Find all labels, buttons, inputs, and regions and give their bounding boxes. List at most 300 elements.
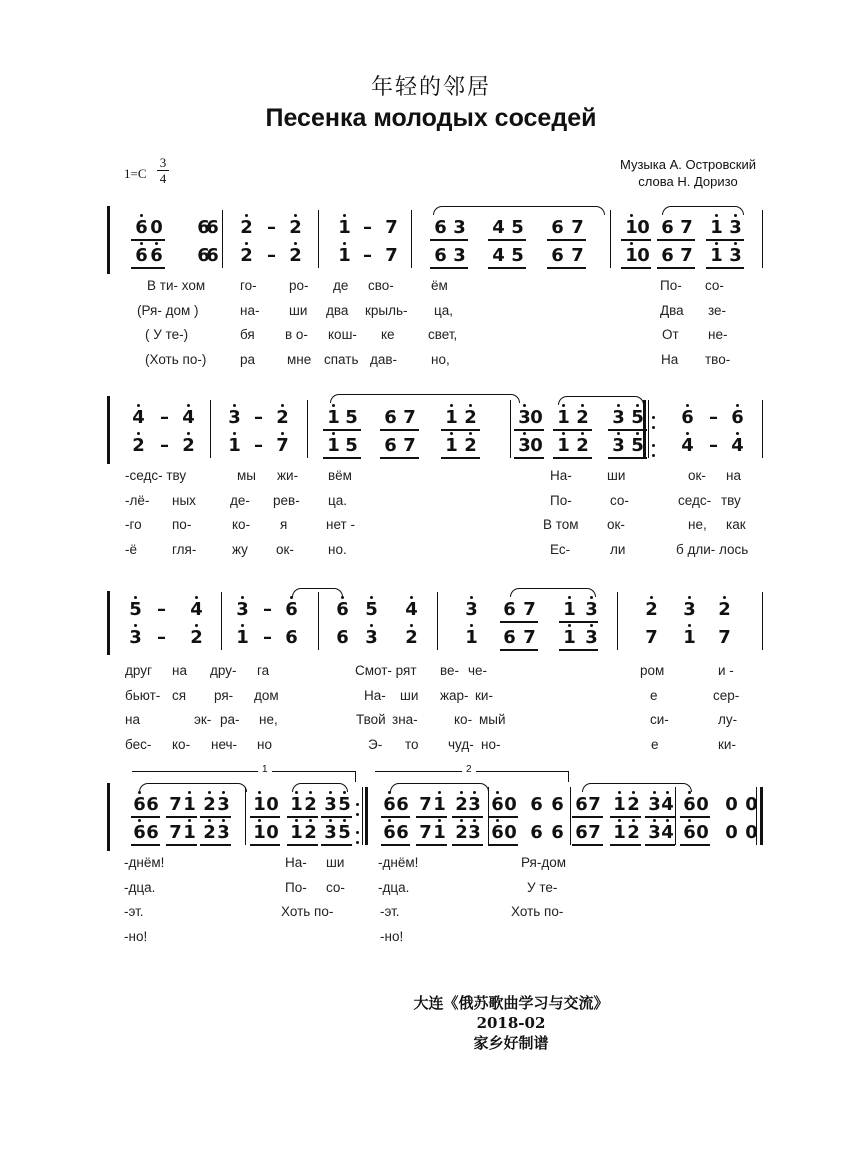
high-octave-dot [469,404,472,407]
eighth-underline [621,267,651,269]
note: 1 [557,436,570,456]
lyric-syllable: ки- [718,736,736,752]
note: 4 [132,408,145,428]
note: 6 [206,217,219,238]
note: 0 [725,822,738,843]
note: 7 [571,217,584,238]
footer-source: 大连《俄苏歌曲学习与交流》 [413,994,609,1012]
note: 1 [183,823,196,843]
repeat-dot [652,454,655,457]
note: 7 [571,245,584,266]
note: 6 [135,246,148,266]
eighth-underline [488,844,518,846]
note: 5 [345,407,358,428]
note: 0 [745,822,758,843]
high-octave-dot [688,596,691,599]
note: 6 [683,795,696,815]
note: 2 [627,823,640,843]
note: 2 [304,823,317,843]
note: 4 [182,408,195,428]
high-octave-dot [245,242,248,245]
high-octave-dot [134,624,137,627]
note: 0 [637,217,650,238]
note: 3 [648,823,661,843]
music-credit: Музыка А. Островский [620,157,756,172]
note: 1 [710,218,723,238]
eighth-underline [488,267,526,269]
note: 2 [289,218,302,238]
note: – [709,407,718,428]
lyric-syllable: бя [240,327,255,342]
eighth-underline [452,844,483,846]
lyric-syllable: ( У те-) [145,327,189,342]
lyric-syllable: ца. [328,492,347,508]
note: 6 [384,407,397,428]
note: 7 [523,599,536,620]
high-octave-dot [630,214,633,217]
note: 2 [464,408,477,428]
note: 2 [464,436,477,456]
note: 1 [290,795,303,815]
note: 6 [146,822,159,843]
note: 3 [228,408,241,428]
note: 7 [276,436,289,456]
eighth-underline [166,816,197,818]
eighth-underline [250,844,280,846]
footer-date: 2018-02 [476,1014,546,1032]
note: 0 [266,822,279,843]
note: 1 [445,408,458,428]
high-octave-dot [343,819,346,822]
note: 1 [613,823,626,843]
lyric-syllable: ок- [276,541,294,557]
note: 2 [718,600,731,620]
note: – [263,599,272,620]
note: 7 [169,794,182,815]
note: 6 [575,822,588,843]
high-octave-dot [688,819,691,822]
eighth-underline [553,429,592,431]
note: 1 [465,628,478,648]
high-octave-dot [281,404,284,407]
lyric-syllable: го- [240,278,257,293]
note: 5 [129,600,142,620]
lyric-syllable: но, [431,351,450,367]
repeat-end-thin [362,787,363,845]
eighth-underline [321,844,352,846]
note: 7 [645,627,658,648]
note: 3 [129,628,142,648]
lyric-syllable: ных [172,492,196,508]
note: 6 [206,245,219,266]
note: 4 [405,600,418,620]
note: 4 [731,436,744,456]
lyric-syllable: но- [481,736,501,752]
lyric-syllable: свет, [428,327,458,342]
high-octave-dot [187,404,190,407]
lyric-syllable: рев- [273,492,300,508]
note: 3 [648,795,661,815]
high-octave-dot [332,404,335,407]
note: 2 [203,823,216,843]
note: 1 [290,823,303,843]
eighth-underline [553,457,592,459]
lyric-syllable: сер- [713,687,740,703]
eighth-underline [680,844,710,846]
note: 3 [217,823,230,843]
volta-bracket [272,771,356,782]
high-octave-dot [195,596,198,599]
eighth-underline [381,844,410,846]
high-octave-dot [715,242,718,245]
note: – [363,217,372,238]
eighth-underline [645,816,675,818]
lyric-syllable: ца, [434,302,453,318]
eighth-underline [131,816,160,818]
note: 1 [183,795,196,815]
lyric-syllable: ве- [440,663,460,678]
note: 6 [133,823,146,843]
note: 6 [197,245,210,266]
eighth-underline [441,429,480,431]
high-octave-dot [140,214,143,217]
system-bracket [107,396,118,464]
high-octave-dot [137,432,140,435]
slur [582,783,692,792]
note: 1 [338,246,351,266]
volta-bracket [476,771,569,782]
note: 6 [285,627,298,648]
note: 6 [551,822,564,843]
lyric-syllable: -седс- тву [125,468,187,483]
high-octave-dot [617,432,620,435]
eighth-underline [323,457,361,459]
high-octave-dot [370,596,373,599]
volta-bracket [132,771,258,782]
note: 2 [645,600,658,620]
slur [558,396,644,405]
lyric-syllable: лу- [718,712,738,727]
lyric-syllable: ром [640,663,665,678]
lyric-syllable: друг [125,663,152,678]
note: 1 [433,795,446,815]
note: 3 [324,795,337,815]
barline [675,787,676,845]
note: 2 [576,436,589,456]
high-octave-dot [329,819,332,822]
note: 6 [491,823,504,843]
lyric-syllable: мый [479,712,506,727]
title-russian: Песенка молодых соседей [265,104,597,132]
lyric-syllable: Хоть по- [511,904,564,919]
eighth-underline [621,239,651,241]
lyric-syllable: На [661,351,679,367]
eighth-underline [572,816,603,818]
eighth-underline [657,267,695,269]
note: – [157,627,166,648]
lyric-syllable: нет - [326,517,355,532]
note: 3 [518,436,531,456]
note: 2 [576,408,589,428]
lyric-syllable: дав- [370,351,398,367]
lyric-syllable: жар- [440,687,469,703]
lyric-syllable: кош- [328,327,357,342]
high-octave-dot [294,242,297,245]
note: 6 [575,794,588,815]
barline [221,592,222,650]
lyric-syllable: вём [328,468,352,483]
high-octave-dot [309,819,312,822]
lyric-syllable: ра- [220,712,240,727]
lyric-syllable: е [651,736,659,752]
system-bracket [107,206,118,274]
eighth-underline [559,649,598,651]
eighth-underline [441,457,480,459]
note: 6 [150,246,163,266]
lyric-syllable: Э- [368,736,383,752]
high-octave-dot [736,404,739,407]
note: 2 [289,246,302,266]
eighth-underline [321,816,352,818]
lyric-syllable: си- [650,712,669,727]
lyric-syllable: тву [721,492,741,508]
note: 3 [612,436,625,456]
high-octave-dot [343,242,346,245]
note: 3 [468,795,481,815]
note: 6 [491,795,504,815]
high-octave-dot [650,596,653,599]
note: 6 [503,627,516,648]
note: – [254,407,263,428]
note: 5 [338,795,351,815]
high-octave-dot [233,432,236,435]
note: 6 [434,217,447,238]
note: 1 [445,436,458,456]
lyric-syllable: бьют- [125,687,161,703]
note: – [267,217,276,238]
high-octave-dot [208,819,211,822]
lyric-syllable: На- [364,687,386,703]
lyric-syllable: крыль- [365,302,408,318]
lyric-syllable: не- [708,327,728,342]
high-octave-dot [410,596,413,599]
note: 1 [625,218,638,238]
high-octave-dot [450,404,453,407]
note: 4 [492,217,505,238]
lyric-syllable: по- [172,517,192,532]
note: 0 [266,794,279,815]
barline [222,210,223,268]
note: 5 [365,600,378,620]
note: 4 [190,600,203,620]
lyric-syllable: жу [232,541,248,557]
lyric-syllable: бес- [125,736,152,752]
note: 6 [336,600,349,620]
note: 6 [731,408,744,428]
lyric-syllable: -дца. [124,879,156,895]
high-octave-dot [137,404,140,407]
slur [139,783,247,792]
lyric-syllable: мне [287,351,312,367]
lyric-syllable: ши [400,687,419,703]
lyric-syllable: и - [718,663,734,678]
barline [318,210,319,268]
lyric-syllable: ши [289,302,308,318]
note: 3 [729,246,742,266]
high-octave-dot [195,624,198,627]
note: 5 [338,823,351,843]
lyric-syllable: но [257,736,272,752]
repeat-dot [356,831,359,834]
lyric-syllable: По- [285,879,307,895]
note: 4 [681,436,694,456]
note: 4 [661,795,674,815]
lyric-syllable: со- [610,492,629,508]
note: 1 [433,823,446,843]
lyric-syllable: дом [254,687,279,703]
note: 7 [385,245,398,266]
note: 2 [455,795,468,815]
high-octave-dot [233,404,236,407]
high-octave-dot [470,596,473,599]
note: 2 [190,628,203,648]
eighth-underline [430,267,468,269]
high-octave-dot [562,432,565,435]
note: 5 [631,408,644,428]
barline [762,210,763,268]
lyric-syllable: не, [688,517,707,532]
repeat-dot [356,813,359,816]
eighth-underline [131,239,165,241]
note: 3 [729,218,742,238]
note: 0 [530,407,543,428]
lyric-syllable: чуд- [448,736,474,752]
note: 7 [385,217,398,238]
high-octave-dot [653,819,656,822]
slur [433,206,605,215]
lyric-syllable: ём [431,278,448,293]
lyric-syllable: -но! [124,928,148,944]
high-octave-dot [568,624,571,627]
lyric-syllable: на [726,468,741,483]
high-octave-dot [450,432,453,435]
high-octave-dot [688,624,691,627]
note: 6 [551,245,564,266]
note: 2 [203,795,216,815]
lyric-syllable: От [662,327,679,342]
note: 7 [588,822,601,843]
slur [390,783,489,792]
repeat-dot [652,416,655,419]
slur [292,588,343,597]
high-octave-dot [138,819,141,822]
note: 2 [304,795,317,815]
lyrics-credit: слова Н. Доризо [638,174,738,189]
high-octave-dot [686,404,689,407]
note: 2 [627,795,640,815]
lyric-syllable: -днём! [378,855,419,870]
lyric-syllable: зе- [708,302,727,318]
note: 6 [396,794,409,815]
note: – [160,407,169,428]
note: 1 [613,795,626,815]
barline [570,787,571,845]
lyric-syllable: со- [326,879,345,895]
lyric-syllable: че- [468,663,488,678]
note: 6 [396,822,409,843]
eighth-underline [608,429,647,431]
barline [762,400,763,458]
lyric-syllable: По- [550,492,572,508]
footer-author: 家乡好制谱 [473,1034,549,1052]
repeat-dot [652,426,655,429]
note: 7 [523,627,536,648]
slur [510,588,596,597]
note: 2 [276,408,289,428]
lyric-syllable: В ти- хом [147,278,206,293]
lyric-syllable: на- [240,302,260,318]
lyric-syllable: ко- [172,736,191,752]
barline [762,592,763,650]
note: 5 [511,217,524,238]
high-octave-dot [590,624,593,627]
note: 7 [588,794,601,815]
eighth-underline [416,844,447,846]
eighth-underline [200,816,231,818]
barline [617,592,618,650]
barline [610,210,611,268]
eighth-underline [131,267,165,269]
note: – [709,435,718,456]
high-octave-dot [245,214,248,217]
lyric-syllable: не, [259,712,278,727]
note: 5 [345,435,358,456]
lyric-syllable: -эт. [124,904,144,919]
lyric-syllable: Ес- [550,541,571,557]
high-octave-dot [496,819,499,822]
lyric-syllable: Два [660,302,684,318]
note: 6 [551,217,564,238]
high-octave-dot [473,819,476,822]
high-octave-dot [581,432,584,435]
lyric-syllable: два [326,302,349,318]
lyric-syllable: со- [705,278,724,293]
note: – [263,627,272,648]
lyric-syllable: Хоть по- [281,904,334,919]
note: 1 [625,246,638,266]
note: 6 [551,794,564,815]
barline [437,592,438,650]
time-signature [157,155,169,186]
barline [245,787,246,845]
eighth-underline [645,844,675,846]
note: – [157,599,166,620]
high-octave-dot [496,791,499,794]
note: 7 [680,245,693,266]
high-octave-dot [140,242,143,245]
lyric-syllable: ши [607,468,626,483]
high-octave-dot [294,214,297,217]
lyric-syllable: -лё- [125,492,150,508]
high-octave-dot [618,819,621,822]
lyric-syllable: ли [610,541,626,557]
note: – [363,245,372,266]
lyric-syllable: сво- [368,278,394,293]
note: 4 [661,823,674,843]
note: 3 [518,408,531,428]
eighth-underline [514,429,544,431]
note: 0 [637,245,650,266]
